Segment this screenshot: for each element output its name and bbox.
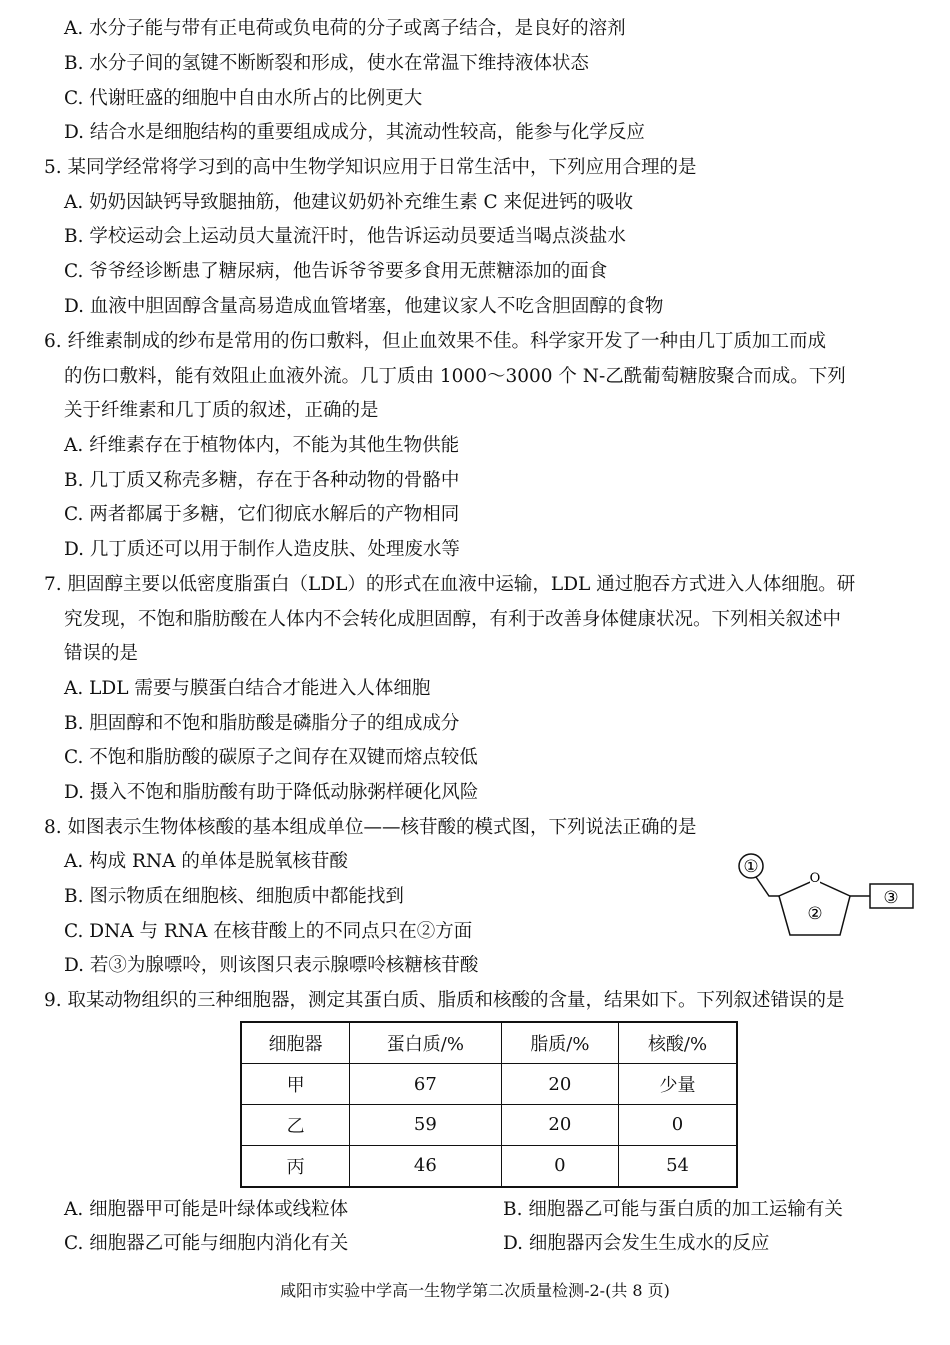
q6-option-a: A. 纤维素存在于植物体内，不能为其他生物供能 [64,435,460,456]
table-row [241,1104,737,1145]
q7-option-a: A. LDL 需要与膜蛋白结合才能进入人体细胞 [64,678,431,699]
table-row [241,1064,737,1105]
table-row [241,1145,737,1187]
table-cell: 46 [350,1145,501,1187]
table-header-row [241,1022,737,1064]
table-cell: 67 [350,1064,501,1105]
q4-option-c: C. 代谢旺盛的细胞中自由水所占的比例更大 [64,88,423,109]
q6-option-d: D. 几丁质还可以用于制作人造皮肤、处理废水等 [64,539,460,560]
q5-stem: 5. 某同学经常将学习到的高中生物学知识应用于日常生活中，下列应用合理的是 [44,157,697,178]
q9-option-a: A. 细胞器甲可能是叶绿体或线粒体 [64,1199,349,1220]
q6-stem-line2: 的伤口敷料，能有效阻止血液外流。几丁质由 1000～3000 个 N-乙酰葡萄糖胺聚合而成。下列 [64,366,846,387]
q8-stem: 8. 如图表示生物体核酸的基本组成单位——核苷酸的模式图，下列说法正确的是 [44,817,697,838]
nucleotide-diagram [728,848,918,948]
label-base: ③ [883,888,899,908]
phosphate-bond [756,877,779,896]
q4-option-d: D. 结合水是细胞结构的重要组成成分，其流动性较高，能参与化学反应 [64,122,645,143]
q5-option-c: C. 爷爷经诊断患了糖尿病，他告诉爷爷要多食用无蔗糖添加的面食 [64,261,608,282]
table-cell: 20 [501,1064,618,1105]
table-cell: 0 [501,1145,618,1187]
q8-option-a: A. 构成 RNA 的单体是脱氧核苷酸 [64,851,348,872]
table-cell: 甲 [241,1064,350,1105]
q8-option-d: D. 若③为腺嘌呤，则该图只表示腺嘌呤核糖核苷酸 [64,955,479,976]
q5-option-a: A. 奶奶因缺钙导致腿抽筋，他建议奶奶补充维生素 C 来促进钙的吸收 [64,192,634,213]
q7-stem-line3: 错误的是 [64,643,139,664]
q6-stem-line3: 关于纤维素和几丁质的叙述，正确的是 [64,400,379,421]
q6-option-c: C. 两者都属于多糖，它们彻底水解后的产物相同 [64,504,460,525]
q7-option-d: D. 摄入不饱和脂肪酸有助于降低动脉粥样硬化风险 [64,782,479,803]
table-cell: 0 [619,1104,737,1145]
q9-option-d: D. 细胞器丙会发生生成水的反应 [503,1233,770,1254]
q6-stem-line1: 6. 纤维素制成的纱布是常用的伤口敷料，但止血效果不佳。科学家开发了一种由几丁质加工而成 [44,331,827,352]
table-cell: 20 [501,1104,618,1145]
oxygen-label: O [809,871,821,886]
table-header-cell: 脂质/% [501,1022,618,1064]
table-cell: 少量 [619,1064,737,1105]
q7-option-b: B. 胆固醇和不饱和脂肪酸是磷脂分子的组成成分 [64,713,460,734]
page-footer: 咸阳市实验中学高一生物学第二次质量检测-2-(共 8 页) [280,1281,670,1300]
q7-stem-line1: 7. 胆固醇主要以低密度脂蛋白（LDL）的形式在血液中运输，LDL 通过胞吞方式进入人体细胞。研 [44,574,856,595]
table-header-cell: 蛋白质/% [350,1022,501,1064]
q4-option-a: A. 水分子能与带有正电荷或负电荷的分子或离子结合，是良好的溶剂 [64,18,626,39]
q6-option-b: B. 几丁质又称壳多糖，存在于各种动物的骨骼中 [64,470,460,491]
q5-option-d: D. 血液中胆固醇含量高易造成血管堵塞，他建议家人不吃含胆固醇的食物 [64,296,664,317]
table-header-cell: 核酸/% [619,1022,737,1064]
q8-option-b: B. 图示物质在细胞核、细胞质中都能找到 [64,886,404,907]
q7-stem-line2: 究发现，不饱和脂肪酸在人体内不会转化成胆固醇，有利于改善身体健康状况。下列相关叙述中 [64,609,842,630]
table-cell: 丙 [241,1145,350,1187]
table-header-cell: 细胞器 [241,1022,350,1064]
q4-option-b: B. 水分子间的氢键不断断裂和形成，使水在常温下维持液体状态 [64,53,589,74]
q5-option-b: B. 学校运动会上运动员大量流汗时，他告诉运动员要适当喝点淡盐水 [64,226,626,247]
q7-option-c: C. 不饱和脂肪酸的碳原子之间存在双键而熔点较低 [64,747,478,768]
q9-option-c: C. 细胞器乙可能与细胞内消化有关 [64,1233,349,1254]
table-cell: 59 [350,1104,501,1145]
label-pentose: ② [807,904,823,924]
organelle-table [240,1021,738,1188]
table-cell: 乙 [241,1104,350,1145]
q9-stem: 9. 取某动物组织的三种细胞器，测定其蛋白质、脂质和核酸的含量，结果如下。下列叙述错误的是 [44,990,845,1011]
q8-option-c: C. DNA 与 RNA 在核苷酸上的不同点只在②方面 [64,921,473,942]
table-cell: 54 [619,1145,737,1187]
label-phosphate: ① [743,857,759,877]
q9-option-b: B. 细胞器乙可能与蛋白质的加工运输有关 [503,1199,843,1220]
